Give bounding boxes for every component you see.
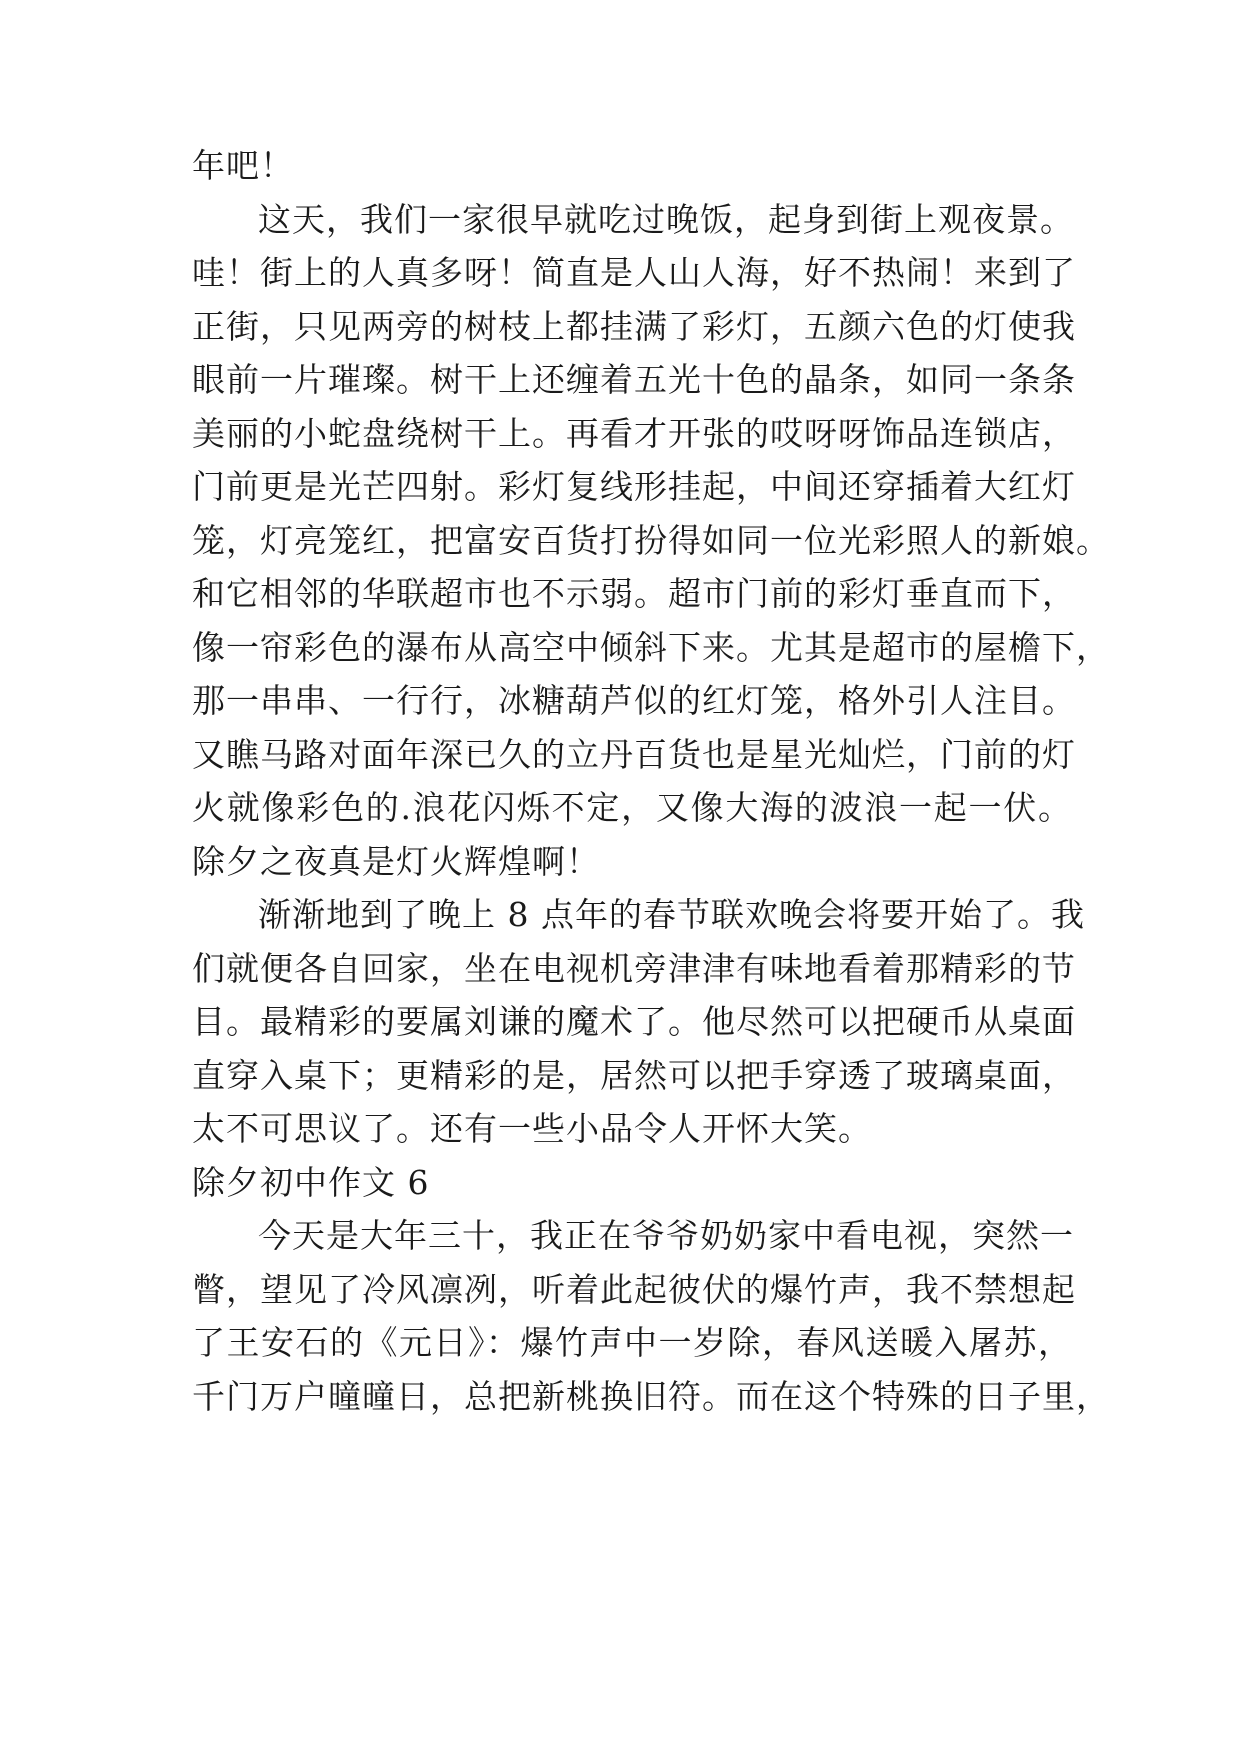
text-line: 瞥，望见了冷风凛冽，听着此起彼伏的爆竹声，我不禁想起 xyxy=(192,1270,1076,1309)
text-line: 那一串串、一行行，冰糖葫芦似的红灯笼，格外引人注目。 xyxy=(192,681,1076,720)
text-line: 了王安石的《元日》：爆竹声中一岁除，春风送暖入屠苏， xyxy=(192,1323,1072,1362)
section-heading: 除夕初中作文 6 xyxy=(192,1163,430,1202)
text-line: 们就便各自回家，坐在电视机旁津津有味地看着那精彩的节 xyxy=(192,949,1076,988)
text-line: 哇！街上的人真多呀！简直是人山人海，好不热闹！来到了 xyxy=(192,253,1076,292)
text-line: 火就像彩色的.浪花闪烁不定，又像大海的波浪一起一伏。 xyxy=(192,788,1072,827)
text-line: 太不可思议了。还有一些小品令人开怀大笑。 xyxy=(192,1109,872,1148)
paragraph-start-line: 这天，我们一家很早就吃过晚饭，起身到街上观夜景。 xyxy=(258,200,1074,239)
text-line: 美丽的小蛇盘绕树干上。再看才开张的哎呀呀饰品连锁店， xyxy=(192,414,1076,453)
text-line: 门前更是光芒四射。彩灯复线形挂起，中间还穿插着大红灯 xyxy=(192,467,1076,506)
text-line: 直穿入桌下；更精彩的是，居然可以把手穿透了玻璃桌面， xyxy=(192,1056,1076,1095)
text-line: 眼前一片璀璨。树干上还缠着五光十色的晶条，如同一条条 xyxy=(192,360,1076,399)
text-line: 又瞧马路对面年深已久的立丹百货也是星光灿烂，门前的灯 xyxy=(192,735,1076,774)
text-line: 除夕之夜真是灯火辉煌啊！ xyxy=(192,842,600,881)
text-line: 和它相邻的华联超市也不示弱。超市门前的彩灯垂直而下， xyxy=(192,574,1076,613)
text-line: 千门万户曈曈日，总把新桃换旧符。而在这个特殊的日子里， xyxy=(192,1377,1110,1416)
paragraph-start-line: 渐渐地到了晚上 8 点年的春节联欢晚会将要开始了。我 xyxy=(258,895,1085,934)
text-line: 年吧！ xyxy=(192,146,294,185)
text-line: 正街，只见两旁的树枝上都挂满了彩灯，五颜六色的灯使我 xyxy=(192,307,1076,346)
paragraph-start-line: 今天是大年三十，我正在爷爷奶奶家中看电视，突然一 xyxy=(258,1216,1074,1255)
text-line: 像一帘彩色的瀑布从高空中倾斜下来。尤其是超市的屋檐下， xyxy=(192,628,1110,667)
text-line: 笼，灯亮笼红，把富安百货打扮得如同一位光彩照人的新娘。 xyxy=(192,521,1110,560)
text-line: 目。最精彩的要属刘谦的魔术了。他尽然可以把硬币从桌面 xyxy=(192,1002,1076,1041)
